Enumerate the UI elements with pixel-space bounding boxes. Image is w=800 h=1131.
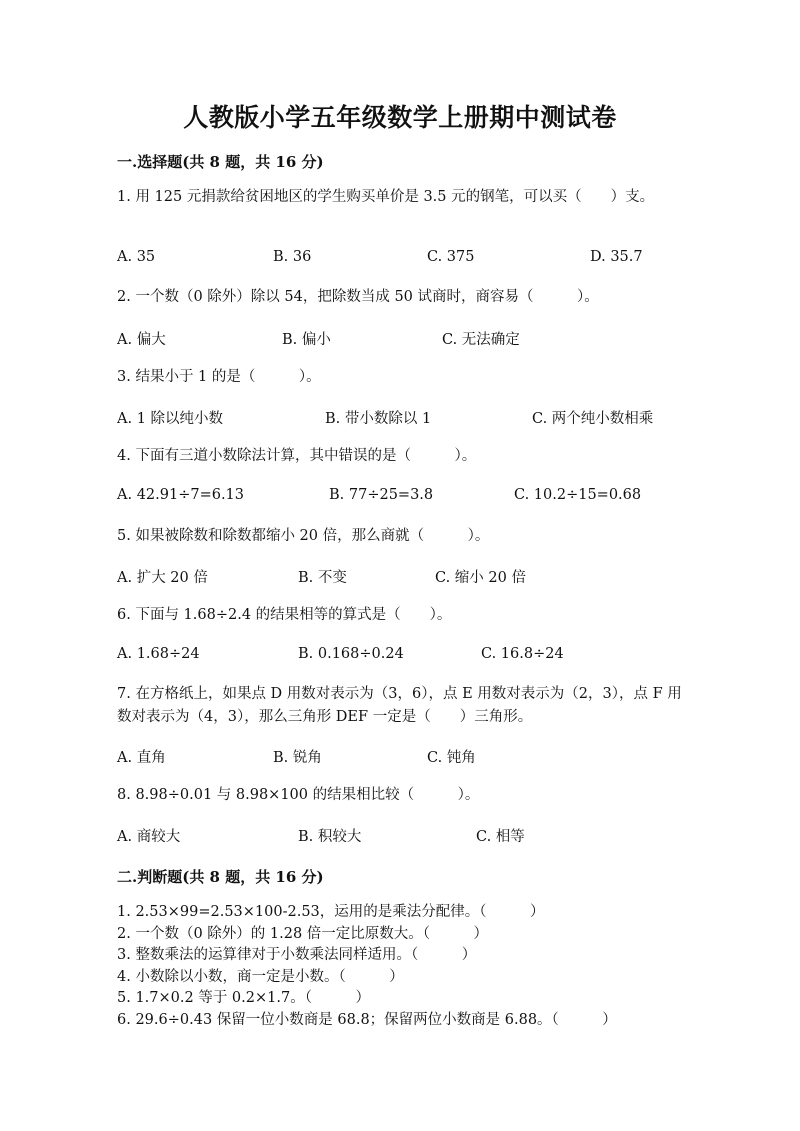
option-a: A. 偏大: [117, 332, 166, 348]
option-b: B. 0.168÷0.24: [298, 646, 404, 662]
option-a: A. 直角: [117, 750, 166, 766]
question-1-options: [117, 249, 697, 271]
question-5: 5. 如果被除数和除数都缩小 20 倍，那么商就（ ）。: [117, 528, 490, 544]
true-false-item-4: 4. 小数除以小数，商一定是小数。（ ）: [117, 968, 404, 985]
option-c: C. 10.2÷15=0.68: [514, 487, 642, 503]
question-7-options: [117, 746, 697, 768]
true-false-item-3: 3. 整数乘法的运算律对于小数乘法同样适用。（ ）: [117, 947, 477, 963]
question-3: 3. 结果小于 1 的是（ ）。: [117, 369, 321, 385]
option-b: B. 77÷25=3.8: [329, 487, 434, 503]
page-title: 人教版小学五年级数学上册期中测试卷: [183, 103, 617, 132]
section-heading-multiple-choice: 一.选择题(共 8 题，共 16 分): [117, 153, 324, 171]
option-c: C. 375: [427, 249, 475, 265]
option-b: B. 锐角: [273, 750, 322, 766]
section-heading-true-false: 二.判断题(共 8 题，共 16 分): [117, 868, 324, 886]
option-b: B. 带小数除以 1: [325, 411, 432, 427]
question-6: 6. 下面与 1.68÷2.4 的结果相等的算式是（ ）。: [117, 607, 452, 623]
question-4: 4. 下面有三道小数除法计算，其中错误的是（ ）。: [117, 448, 477, 464]
option-b: B. 36: [273, 249, 312, 265]
option-d: D. 35.7: [590, 249, 643, 265]
question-2: 2. 一个数（0 除外）除以 54，把除数当成 50 试商时，商容易（ ）。: [117, 289, 599, 305]
option-a: A. 扩大 20 倍: [117, 570, 208, 586]
option-c: C. 缩小 20 倍: [435, 570, 526, 586]
true-false-item-6: 6. 29.6÷0.43 保留一位小数商是 68.8；保留两位小数商是 6.88。（ ）: [117, 1011, 617, 1028]
option-c: C. 钝角: [427, 750, 476, 766]
question-6-options: [117, 646, 697, 668]
option-b: B. 积较大: [298, 829, 362, 845]
option-c: C. 相等: [476, 829, 525, 845]
option-a: A. 35: [117, 249, 156, 265]
question-5-options: [117, 566, 697, 588]
true-false-item-5: 5. 1.7×0.2 等于 0.2×1.7。（ ）: [117, 990, 370, 1006]
question-8: 8. 8.98÷0.01 与 8.98×100 的结果相比较（ ）。: [117, 787, 480, 803]
true-false-item-1: 1. 2.53×99=2.53×100-2.53，运用的是乘法分配律。（ ）: [117, 904, 545, 920]
option-b: B. 不变: [298, 570, 347, 586]
option-c: C. 无法确定: [442, 332, 520, 348]
question-8-options: [117, 825, 697, 847]
question-4-options: [117, 487, 697, 509]
question-2-options: [117, 328, 697, 350]
question-3-options: [117, 407, 697, 429]
question-7: 7. 在方格纸上，如果点 D 用数对表示为（3，6），点 E 用数对表示为（2，3），点 F 用数对表示为（4，3），那么三角形 DEF 一定是（ ）三角形。: [117, 686, 682, 725]
question-1: 1. 用 125 元捐款给贫困地区的学生购买单价是 3.5 元的钢笔，可以买（ ）支。: [117, 189, 655, 205]
option-a: A. 42.91÷7=6.13: [117, 487, 245, 503]
option-a: A. 商较大: [117, 829, 181, 845]
option-c: C. 16.8÷24: [481, 646, 564, 662]
true-false-item-2: 2. 一个数（0 除外）的 1.28 倍一定比原数大。（ ）: [117, 925, 489, 942]
option-a: A. 1.68÷24: [117, 646, 200, 662]
option-a: A. 1 除以纯小数: [117, 411, 224, 427]
true-false-list: [117, 902, 697, 1031]
option-c: C. 两个纯小数相乘: [532, 411, 654, 427]
option-b: B. 偏小: [282, 332, 331, 348]
